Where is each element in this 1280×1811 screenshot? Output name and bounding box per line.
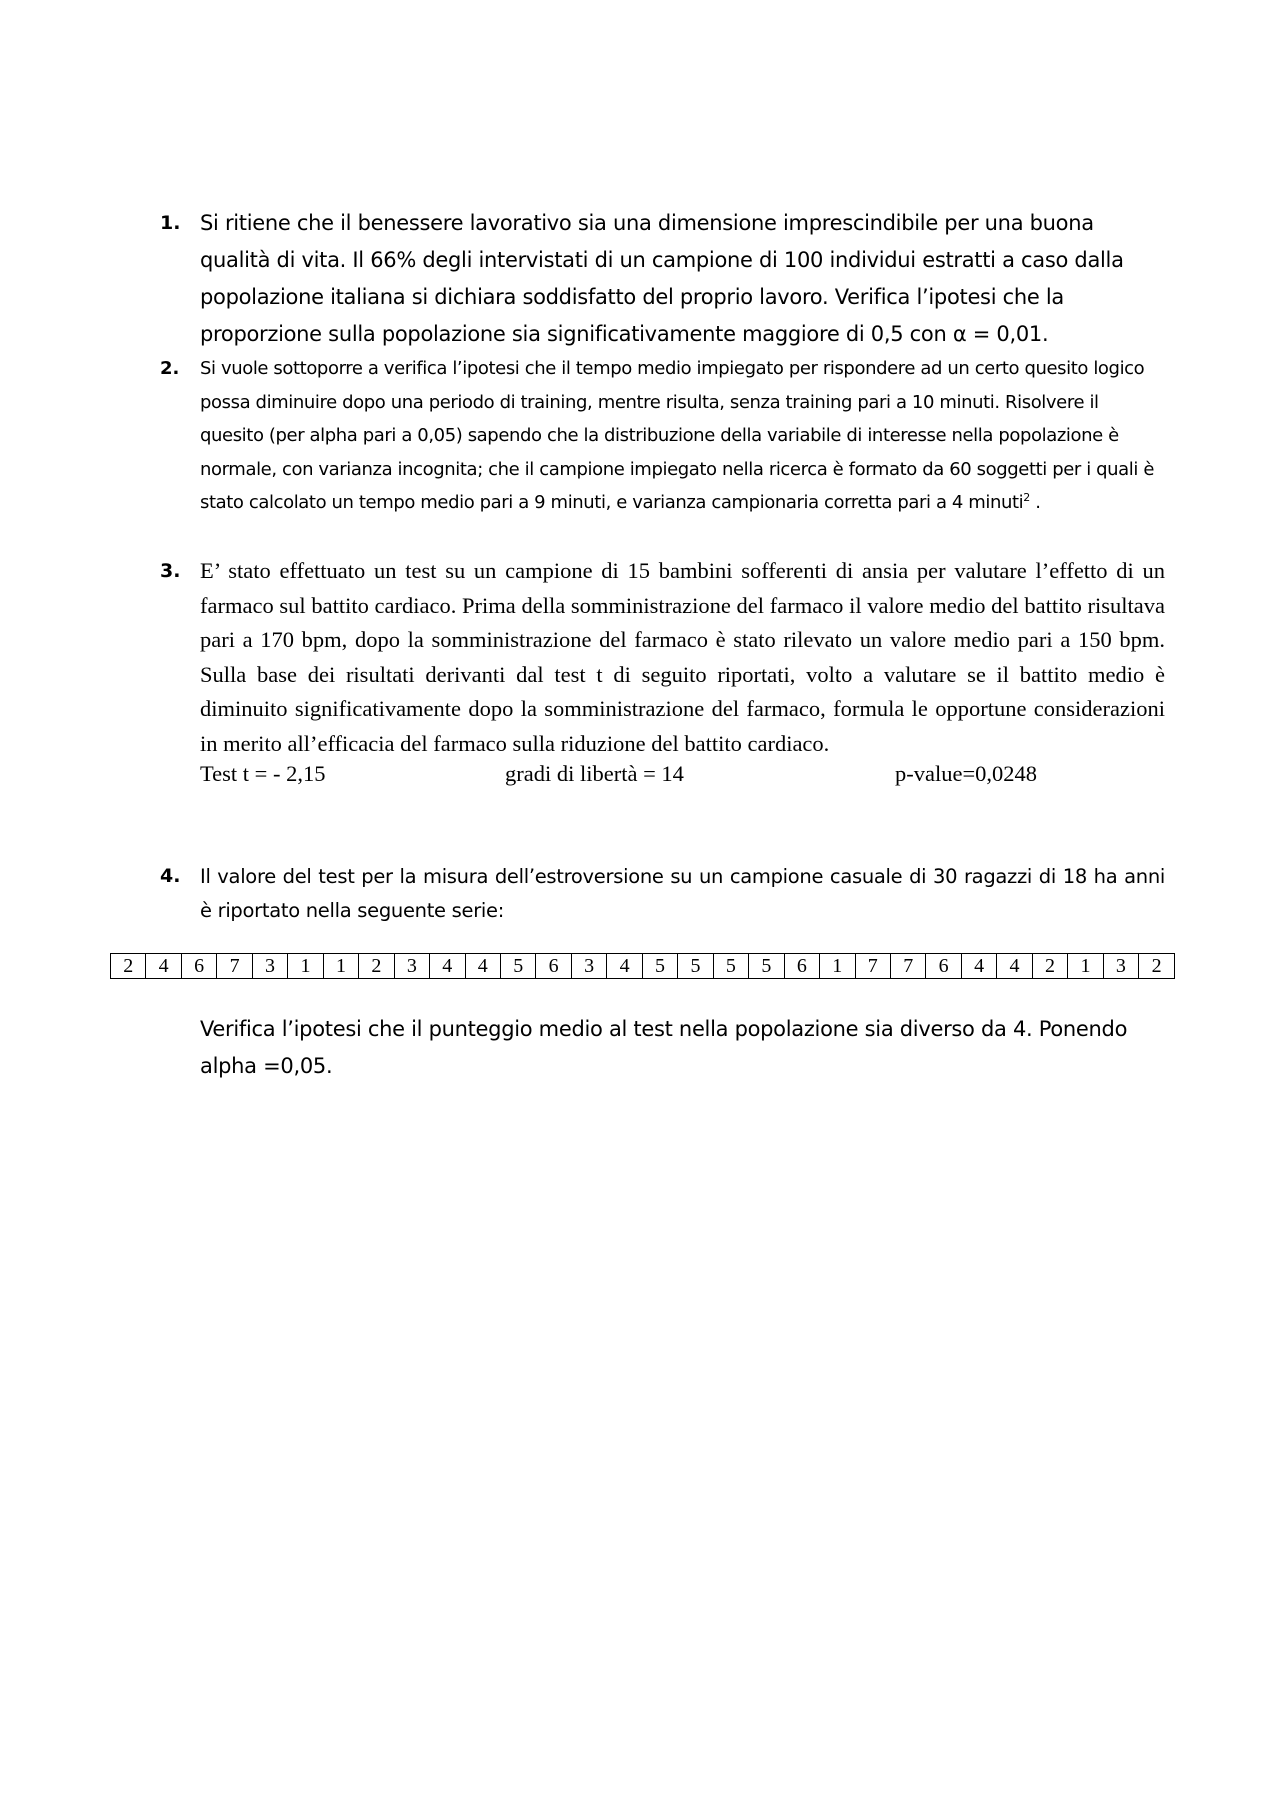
question-number: 2.: [160, 358, 180, 379]
series-cell: 6: [926, 954, 961, 979]
question-text: Si ritiene che il benessere lavorativo sia una dimensione imprescindibile per una buona qualità di vita. Il 66% degli intervistati di un campione di 100 individui estratti a caso dalla popolazione italiana si dichiara soddisfatto del proprio lavoro. Verifica l’ipotesi che la proporzione sulla popolazione sia significativamente maggiore di 0,5 con α = 0,01.: [200, 211, 1124, 346]
series-cell: 1: [288, 954, 323, 979]
degrees-of-freedom: gradi di libertà = 14: [505, 761, 684, 786]
series-cell: 5: [500, 954, 535, 979]
question-text: Il valore del test per la misura dell’estroversione su un campione casuale di 30 ragazzi di 18 ha anni è riportato nella seguente serie:: [200, 865, 1165, 922]
question-3: [160, 554, 1165, 795]
series-cell: 3: [252, 954, 287, 979]
series-cell: 1: [820, 954, 855, 979]
series-cell: 7: [890, 954, 925, 979]
series-cell: 4: [961, 954, 996, 979]
series-cell: 4: [997, 954, 1032, 979]
series-cell: 1: [323, 954, 358, 979]
series-cell: 4: [146, 954, 181, 979]
question-text: E’ stato effettuato un test su un campione di 15 bambini sofferenti di ansia per valutare l’effetto di un farmaco sul battito cardiaco. Prima della somministrazione del farmaco il valore medio del battito risultava pari a 170 bpm, dopo la somministrazione del farmaco è stato rilevato un valore medio pari a 150 bpm. Sulla base dei risultati derivanti dal test t di seguito riportati, volto a valutare se il battito medio è diminuito significativamente dopo la somministrazione del farmaco, formula le opportune considerazioni in merito all’efficacia del farmaco sulla riduzione del battito cardiaco.: [200, 558, 1165, 756]
series-cell: 6: [181, 954, 216, 979]
series-cell: 1: [1068, 954, 1103, 979]
series-cell: 5: [642, 954, 677, 979]
series-cell: 2: [111, 954, 146, 979]
series-cell: 6: [536, 954, 571, 979]
question-body: Si vuole sottoporre a verifica l’ipotesi che il tempo medio impiegato per rispondere ad un certo quesito logico possa diminuire dopo una periodo di training, mentre risulta, senza training pari a 10 minuti. Risolvere il quesito (per alpha pari a 0,05) sapendo che la distribuzione della variabile di interesse nella popolazione è normale, con varianza incognita; che il campione impiegato nella ricerca è formato da 60 soggetti per i quali è stato calcolato un tempo medio pari a 9 minuti, e varianza campionaria corretta pari a 4 minuti: [200, 358, 1155, 513]
p-value: p-value=0,0248: [895, 761, 1038, 786]
series-cell: 7: [855, 954, 890, 979]
series-cell: 3: [1103, 954, 1138, 979]
test-t: Test t = - 2,15: [200, 761, 326, 786]
series-cell: 5: [713, 954, 748, 979]
series-cell: 4: [607, 954, 642, 979]
series-cell: 2: [1032, 954, 1067, 979]
series-cell: 5: [678, 954, 713, 979]
superscript: 2: [1023, 491, 1030, 504]
question-1: [160, 205, 1165, 353]
question-number: 1.: [160, 212, 181, 234]
series-cell: 3: [571, 954, 606, 979]
test-results: [200, 761, 1165, 795]
question-2: [160, 352, 1165, 520]
score-series-table: [110, 953, 1175, 979]
series-cell: 7: [217, 954, 252, 979]
question-tail: .: [1029, 492, 1041, 513]
question-text: [200, 352, 1165, 520]
series-cell: 4: [430, 954, 465, 979]
question-number: 4.: [160, 865, 181, 887]
question-number: 3.: [160, 560, 181, 582]
series-cell: 2: [359, 954, 394, 979]
question-4: [160, 860, 1165, 927]
question-4-instruction: Verifica l’ipotesi che il punteggio medio al test nella popolazione sia diverso da 4. Ponendo alpha =0,05.: [200, 1017, 1128, 1078]
series-cell: 6: [784, 954, 819, 979]
series-cell: 3: [394, 954, 429, 979]
series-cell: 5: [749, 954, 784, 979]
series-cell: 2: [1139, 954, 1175, 979]
series-row: [111, 954, 1175, 979]
series-cell: 4: [465, 954, 500, 979]
